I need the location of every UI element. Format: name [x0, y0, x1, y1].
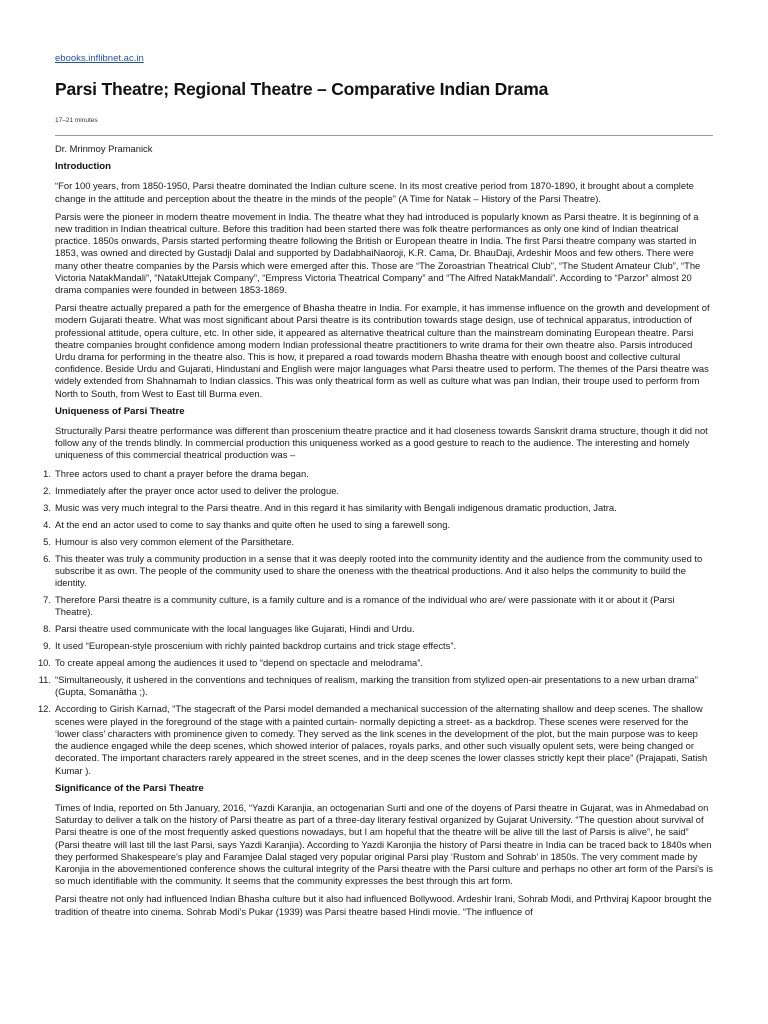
list-number: 9.: [43, 640, 51, 652]
list-item: [43, 518, 713, 531]
list-item: [37, 657, 713, 669]
source-link[interactable]: ebooks.inflibnet.ac.in: [55, 53, 144, 64]
list-item-text: According to Girish Karnad, “The stagecraft of the Parsi model demanded a mechanical succession of the alternating shallow and deep scenes. The shallow scenes were played in the foreground of the stage with a painted curtain- normally depicting a street- as a backdrop. These scenes were reserved for the ‘lower class’ characters with prominence given to comedy. They served as the link scenes in the development of the plot, but the main purpose was to keep the audience engaged while the deep scenes, which showed interior of palaces, royals parks, and other such visually opulent sets, were being changed or decorated. The important characters rarely appeared in the street scenes, and in the deep scenes the lower classes strictly kept their place” (Prajapati, Satish Kumar ).: [55, 703, 708, 776]
read-time: 17–21 minutes: [55, 117, 98, 124]
list-item-text: “Simultaneously, it ushered in the conventions and techniques of realism, marking the transition from stylized open-air presentations to a new urban drama” (Gupta, Somanātha ;).: [55, 674, 698, 698]
list-item: [43, 594, 713, 618]
list-item: [43, 640, 713, 652]
list-item-text: It used “European-style proscenium with richly painted backdrop curtains and trick stage effects”.: [55, 640, 457, 652]
significance-paragraph: Times of India, reported on 5th January, 2016, “Yazdi Karanjia, an octogenarian Surti and one of the doyens of Parsi theatre in Gujarat, was in Ahmedabad on Saturday to deliver a talk on the history of Parsi theatre as part of a three-day literary festival organized by Gujarat University. “The question about survival of Parsi theatre is one of the most frequently asked questions nowadays, but I am hopeful that the theatre will be alive till the last of Parsis is alive”, he said” (Parsi theatre will last till the last Parsi, says Yazdi Karanjia). According to Yazdi Karonjia the history of Parsi theatre in India can be traced back to 1840s when they performed Shakespeare’s play and Faramjee Dalal staged very popular original Parsi play ‘Rustom and Sohrab’ in 1850s. The very comment made by Karonjia in the abovementioned conference shows the cultural integrity of the Parsi theatre with the Parsi culture and perhaps no other art form of the Parsi’s is so much identifiable with the community. It seems that the community expresses the best through this art form.: [55, 801, 713, 887]
list-item-text: Three actors used to chant a prayer before the drama began.: [55, 467, 309, 479]
list-number: 5.: [43, 535, 51, 547]
section-heading-uniqueness: Uniqueness of Parsi Theatre: [55, 405, 185, 417]
list-item: [43, 484, 713, 497]
list-item-text: To create appeal among the audiences it used to “depend on spectacle and melodrama”.: [55, 657, 423, 669]
list-number: 7.: [43, 594, 51, 606]
article-body: [37, 143, 713, 924]
list-item: [43, 552, 713, 590]
section-heading-significance: Significance of the Parsi Theatre: [55, 782, 204, 794]
significance-paragraph: Parsi theatre not only had influenced Indian Bhasha culture but it also had influenced Bollywood. Ardeshir Irani, Sohrab Modi, and Prthviraj Kapoor brought the tradition of theatre into cinema. Sohrab Modi’s Pukar (1939) was Parsi theatre based Hindi movie. “The influence of: [55, 893, 712, 917]
uniqueness-paragraph: Structurally Parsi theatre performance was different than proscenium theatre practice and it had closeness towards Sanskrit drama structure, though it did not follow any of the trends blindly. In commercial production this uniqueness worked as a good gesture to reach to the audience. The interesting and homely uniqueness of this commercial theatrical production was –: [55, 425, 708, 461]
list-item: [43, 623, 713, 635]
intro-paragraph: Parsis were the pioneer in modern theatre movement in India. The theatre what they had introduced is popularly known as Parsi theatre. It is beginning of a new tradition in Indian theatrical culture. Before this tradition had been started there was folk theatre performances as only one kind of Indian theatrical practice. 1850s onwards, Parsis started performing theatre following the British or European theatre in India. The first Parsi theatre company was started in 1853, was owned and directed by Gustadji Dalal and supported by DadabhaiNaoroji, K.R. Cama, Dr. BhauDaji, Ardeshir Moos and few others. There were many other theatre companies by the Parsis which were emerged after this. Those are “The Zoroastrian Theatrical Club”, “The Student Amateur Club”, “The Victoria NatakMandali”, “NatakUttejak Company”, “Empress Victoria Theatrical Company” and “The Alfred NatakMandali”. According to “Parzor” almost 20 drama companies were founded in between 1853-1869.: [55, 210, 701, 296]
list-number: 3.: [43, 501, 51, 513]
list-item-text: Parsi theatre used communicate with the local languages like Gujarati, Hindi and Urdu.: [55, 623, 415, 635]
list-number: 12.: [37, 703, 51, 715]
list-item: [38, 674, 713, 698]
list-item: [43, 501, 713, 514]
list-item: [37, 703, 713, 776]
list-item: [43, 467, 713, 480]
list-item-text: This theater was truly a community production in a sense that it was deeply rooted into the community identity and the audience from the community used to subscribe it as own. The people of the community used to share the oneness with the theatrical productions. And it also helps the community to build the identity.: [55, 552, 703, 589]
list-number: 8.: [43, 623, 51, 635]
list-item-text: At the end an actor used to come to say thanks and quite often he used to sing a farewell song.: [55, 518, 451, 530]
list-number: 2.: [43, 484, 51, 496]
list-number: 6.: [43, 552, 51, 564]
list-number: 11.: [38, 674, 51, 686]
intro-paragraph: “For 100 years, from 1850-1950, Parsi theatre dominated the Indian culture scene. In its most creative period from 1870-1890, it brought about a complete change in the attitude and perception about the theatre in the minds of the people” (A Time for Natak – History of the Parsi Theatre).: [55, 180, 694, 204]
author-name: Dr. Mrinmoy Pramanick: [55, 143, 153, 154]
intro-paragraph: Parsi theatre actually prepared a path for the emergence of Bhasha theatre in India. For example, it has immense influence on the growth and development of modern Gujarati theatre. What was most significant about Parsi theatre is its contribution towards stage design, use of technical apparatus, introduction of professional attitude, opera culture, etc. In other side, it appeared as alternative theatrical culture than the mainstream dominating European theatre. Parsi theatre companies brought confidence among modern Indian professional theatre practitioners to write drama for their own theatre also. Parsis introduced Urdu drama for performing in the theatre also. This is how, it prepared a road towards modern Bhasha theatre with enough boost and collective cultural confidence. Beside Urdu and Gujarati, Hindustani and English were major languages what Parsi theatre used to perform. The themes of the Parsi theatre was widely extended from Shahnamah to Indian classics. This was only theatrical form as well as culture what was pan Indian, their troupe used to perform from North to South, from West to East till Burma even.: [55, 302, 710, 399]
page-title: Parsi Theatre; Regional Theatre – Comparative Indian Drama: [55, 79, 549, 99]
list-number: 4.: [43, 518, 51, 530]
header-divider: [55, 135, 713, 136]
list-number: 10.: [37, 657, 51, 669]
list-item-text: Music was very much integral to the Parsi theatre. And in this regard it has similarity with Bengali indigenous dramatic production, Jatra.: [55, 501, 617, 513]
section-heading-introduction: Introduction: [55, 161, 111, 173]
list-item-text: Immediately after the prayer once actor used to deliver the prologue.: [55, 484, 340, 496]
list-number: 1.: [43, 467, 51, 479]
list-item-text: Humour is also very common element of the Parsithetare.: [55, 535, 295, 547]
list-item-text: Therefore Parsi theatre is a community culture, is a family culture and is a romance of the individual who are/ were passionate with it or about it (Parsi Theatre).: [55, 594, 675, 618]
uniqueness-list: [37, 467, 713, 777]
list-item: [43, 535, 713, 548]
